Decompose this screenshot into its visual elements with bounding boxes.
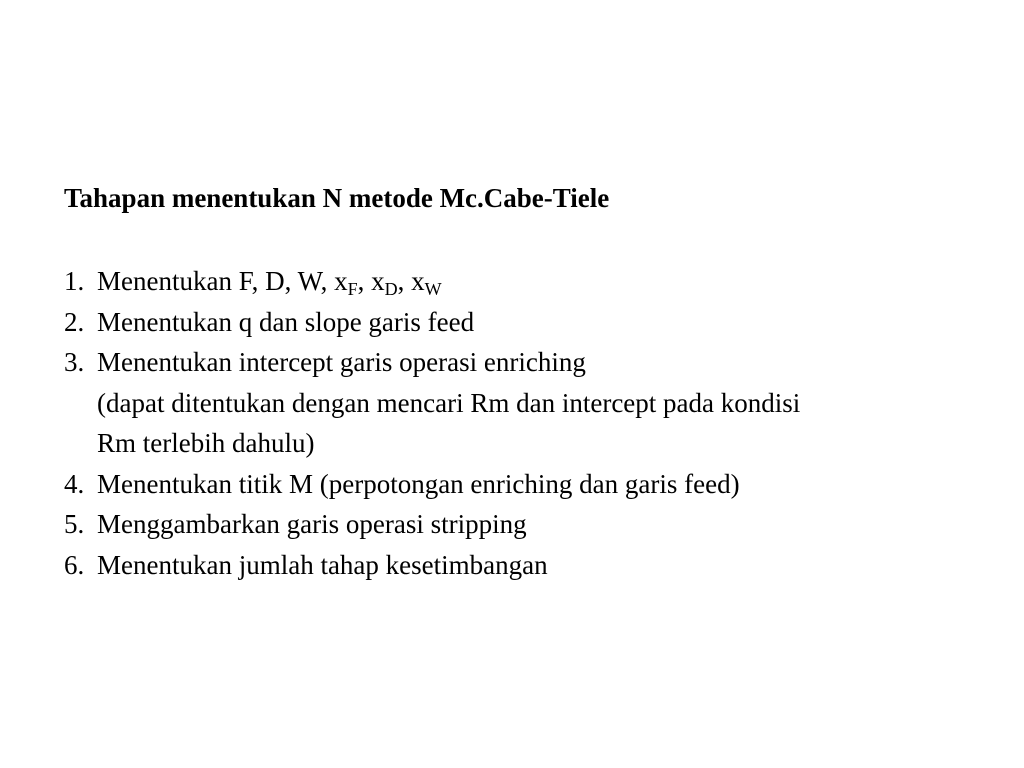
step-number: 6. — [64, 549, 85, 580]
step-3-continuation-line-1: (dapat ditentukan dengan mencari Rm dan intercept pada kondisi — [97, 387, 801, 418]
step-text: Menentukan titik M (perpotongan enriching dan garis feed) — [97, 468, 740, 499]
step-number: 1. — [64, 266, 85, 296]
slide-title: Tahapan menentukan N metode Mc.Cabe-Tiele — [64, 183, 610, 213]
step-item-3 — [64, 342, 1004, 383]
step-text: Menentukan q dan slope garis feed — [97, 306, 475, 337]
step-text — [97, 261, 1004, 302]
step-item-2 — [64, 302, 1004, 343]
step-text-separator: , x — [357, 266, 385, 296]
step-item-4 — [64, 464, 1004, 505]
step-item-1 — [64, 261, 1004, 302]
subscript-f: F — [347, 279, 358, 299]
subscript-w: W — [424, 279, 442, 299]
step-3-continuation-line-2: Rm terlebih dahulu) — [97, 428, 315, 458]
steps-list — [64, 261, 1004, 585]
step-text: Menentukan jumlah tahap kesetimbangan — [97, 549, 548, 580]
step-text: Menentukan intercept garis operasi enriching — [97, 347, 586, 377]
step-text-prefix: Menentukan F, D, W, x — [97, 266, 348, 296]
step-text-separator: , x — [397, 266, 425, 296]
step-number: 4. — [64, 468, 85, 499]
step-number: 2. — [64, 306, 85, 337]
step-item-5 — [64, 504, 1004, 545]
step-item-6 — [64, 545, 1004, 586]
step-text: Menggambarkan garis operasi stripping — [97, 509, 527, 539]
subscript-d: D — [384, 279, 398, 299]
step-number: 3. — [64, 347, 85, 377]
step-number: 5. — [64, 509, 85, 539]
